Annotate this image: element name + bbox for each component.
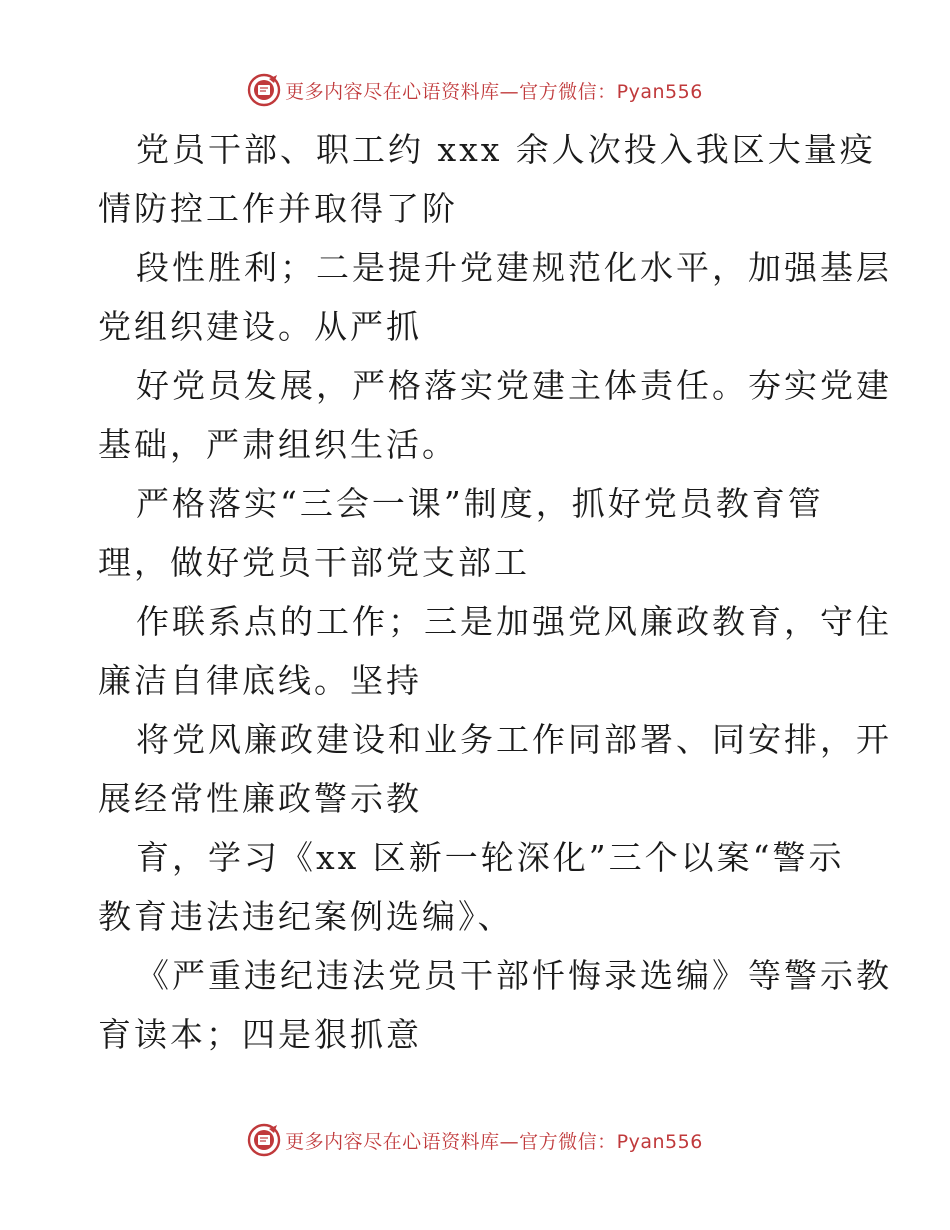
text-line: 党组织建设。从严抓 [98, 307, 422, 346]
text-line: 育读本；四是狠抓意 [98, 1015, 422, 1054]
text-line: 段性胜利；二是提升党建规范化水平，加强基层 [136, 248, 892, 287]
paragraph [98, 710, 892, 828]
paragraph [98, 120, 876, 238]
text-line: 理，做好党员干部党支部工 [98, 543, 530, 582]
document-body [98, 120, 892, 1064]
text-line: 情防控工作并取得了阶 [98, 189, 458, 228]
header-banner-text: 更多内容尽在心语资料库—官方微信：Pyan556 [285, 80, 703, 103]
text-line: 党员干部、职工约 xxx 余人次投入我区大量疫 [136, 130, 876, 169]
notebook-pen-icon [247, 73, 281, 107]
header-banner [0, 70, 950, 110]
footer-banner [0, 1120, 950, 1160]
text-line: 教育违法违纪案例选编》、 [98, 897, 514, 936]
text-line: 廉洁自律底线。坚持 [98, 661, 422, 700]
text-line: 育，学习《xx 区新一轮深化”三个以案“警示 [136, 838, 845, 877]
paragraph [98, 238, 892, 356]
text-line: 将党风廉政建设和业务工作同部署、同安排，开 [136, 720, 892, 759]
paragraph [98, 474, 858, 592]
text-line: 基础，严肃组织生活。 [98, 425, 458, 464]
text-line: 好党员发展，严格落实党建主体责任。夯实党建 [136, 366, 892, 405]
text-line: 展经常性廉政警示教 [98, 779, 422, 818]
paragraph [98, 592, 892, 710]
text-line: 作联系点的工作；三是加强党风廉政教育，守住 [136, 602, 892, 641]
header-banner-content [247, 73, 703, 107]
paragraph [98, 946, 892, 1064]
notebook-pen-icon [247, 1123, 281, 1157]
text-line: 《严重违纪违法党员干部忏悔录选编》等警示教 [136, 956, 892, 995]
paragraph [98, 356, 892, 474]
text-line: 严格落实“三会一课”制度，抓好党员教育管 [136, 484, 824, 523]
footer-banner-text: 更多内容尽在心语资料库—官方微信：Pyan556 [285, 1130, 703, 1153]
footer-banner-content [247, 1123, 703, 1157]
paragraph [98, 828, 858, 946]
